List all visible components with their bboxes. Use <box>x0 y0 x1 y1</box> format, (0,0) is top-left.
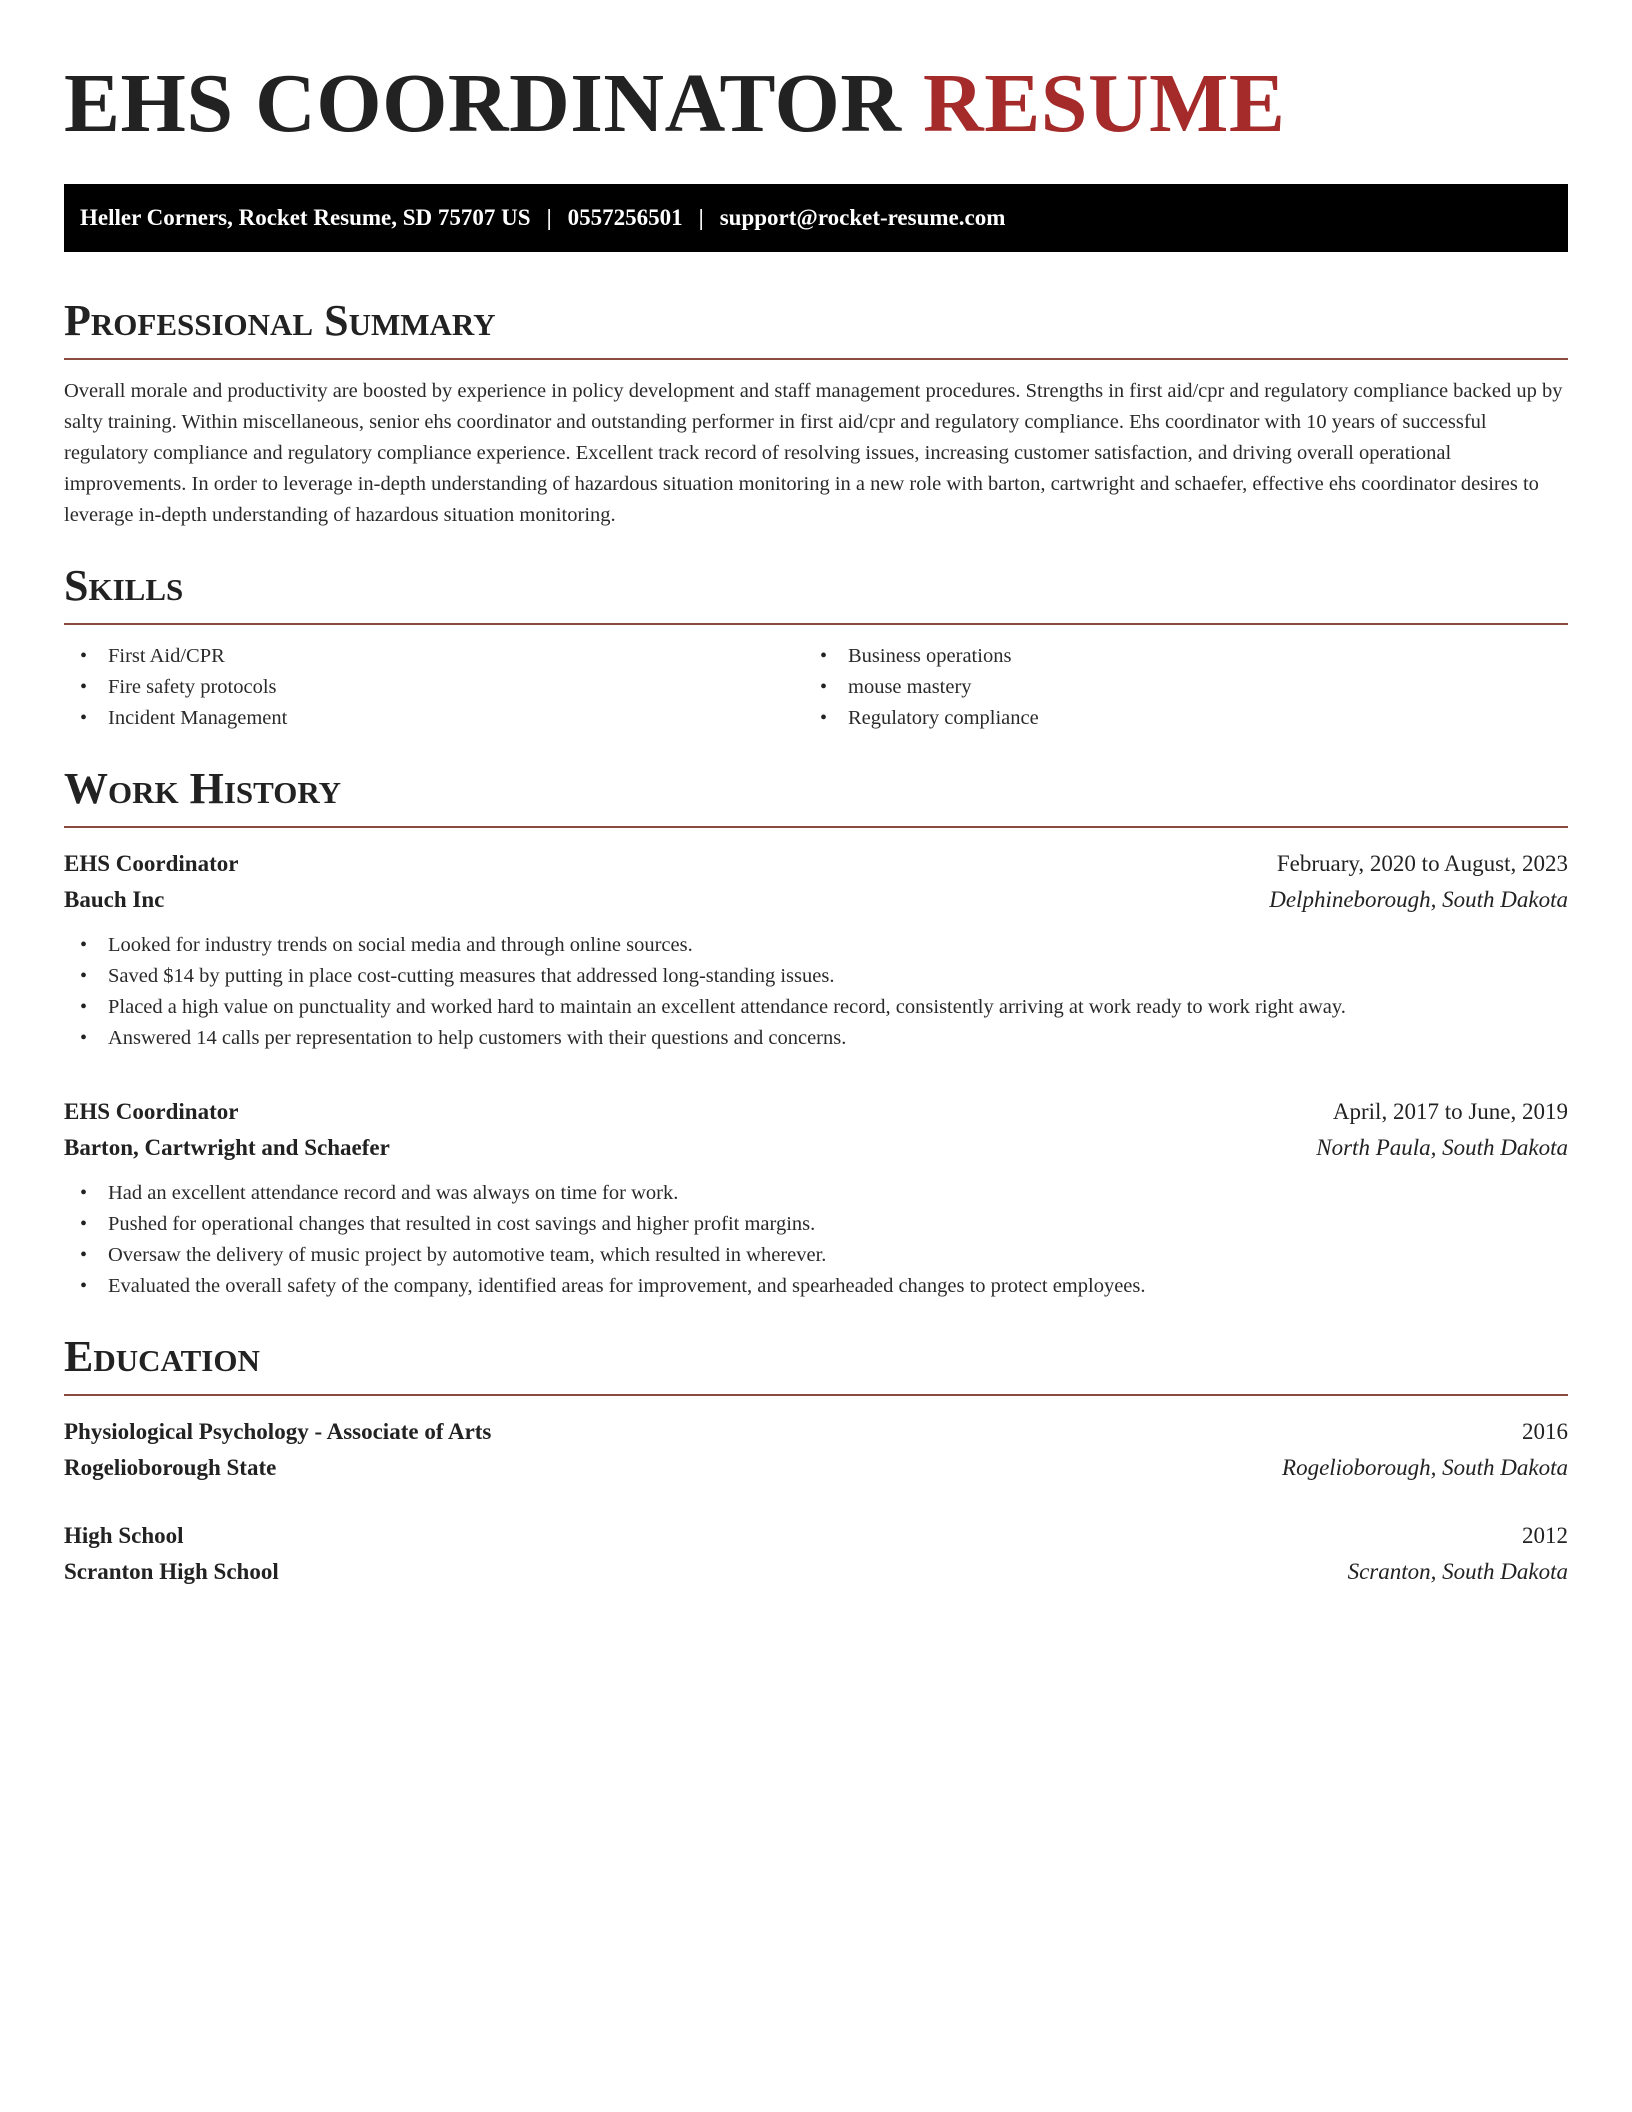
job-company: Barton, Cartwright and Schaefer <box>64 1135 390 1160</box>
section-heading-education: Education <box>64 1332 260 1381</box>
summary-section <box>64 296 1568 531</box>
skill-item: • mouse mastery <box>804 672 1568 703</box>
education-school: Rogelioborough State <box>64 1455 277 1480</box>
contact-separator: | <box>546 205 552 230</box>
job-company: Bauch Inc <box>64 887 165 912</box>
contact-address: Heller Corners, Rocket Resume, SD 75707 US <box>80 205 531 230</box>
job-bullet: • Saved $14 by putting in place cost-cutting measures that addressed long-standing issues. <box>64 961 1568 992</box>
education-entry <box>64 1414 1568 1486</box>
job-title: EHS Coordinator <box>64 1099 239 1124</box>
skill-item: • Business operations <box>804 641 1568 672</box>
education-year: 2016 <box>1522 1419 1568 1444</box>
job-bullets <box>64 930 1568 1054</box>
section-divider <box>64 623 1568 625</box>
contact-email: support@rocket-resume.com <box>719 205 1006 230</box>
education-degree: Physiological Psychology - Associate of Arts <box>64 1419 492 1444</box>
section-divider <box>64 1394 1568 1396</box>
job-bullet: • Placed a high value on punctuality and worked hard to maintain an excellent attendance record, consistently arriving at work ready to work right away. <box>64 992 1568 1023</box>
section-heading-work: Work History <box>64 764 342 813</box>
education-school: Scranton High School <box>64 1559 279 1584</box>
education-location: Rogelioborough, South Dakota <box>1282 1455 1568 1480</box>
title-main: EHS COORDINATOR <box>64 57 902 150</box>
contact-separator: | <box>698 205 704 230</box>
section-divider <box>64 826 1568 828</box>
skills-list-left <box>64 641 804 734</box>
education-degree: High School <box>64 1523 184 1548</box>
resume-title <box>64 56 1568 152</box>
job-bullet: • Had an excellent attendance record and was always on time for work. <box>64 1178 1568 1209</box>
job-dates: April, 2017 to June, 2019 <box>1332 1099 1568 1124</box>
summary-text: Overall morale and productivity are boosted by experience in policy development and staff management procedures. Strengths in first aid/cpr and regulatory compliance backed up by salty training. Within miscellaneous, senior ehs coordinator and outstanding performer in first aid/cpr and regulatory compliance. Ehs coordinator with 10 years of successful regulatory compliance and regulatory compliance experience. Excellent track record of resolving issues, increasing customer satisfaction, and driving overall operational improvements. In order to leverage in-depth understanding of hazardous situation monitoring in a new role with barton, cartwright and schaefer, effective ehs coordinator desires to leverage in-depth understanding of hazardous situation monitoring. <box>64 380 1563 526</box>
education-entry <box>64 1518 1568 1590</box>
section-divider <box>64 358 1568 360</box>
skill-item: • Regulatory compliance <box>804 703 1568 734</box>
section-heading-skills: Skills <box>64 561 184 610</box>
job-bullet: • Looked for industry trends on social media and through online sources. <box>64 930 1568 961</box>
skills-section <box>64 561 1568 734</box>
job-bullets <box>64 1178 1568 1302</box>
job-entry <box>64 1094 1568 1302</box>
job-location: Delphineborough, South Dakota <box>1269 887 1568 912</box>
job-bullet: • Answered 14 calls per representation to help customers with their questions and concerns. <box>64 1023 1568 1054</box>
job-location: North Paula, South Dakota <box>1316 1135 1568 1160</box>
job-bullet: • Oversaw the delivery of music project by automotive team, which resulted in wherever. <box>64 1240 1568 1271</box>
skill-item: • Incident Management <box>64 703 804 734</box>
education-section <box>64 1332 1568 1590</box>
job-dates: February, 2020 to August, 2023 <box>1276 851 1568 876</box>
contact-phone: 0557256501 <box>567 205 683 230</box>
education-year: 2012 <box>1522 1523 1568 1548</box>
skill-item: • Fire safety protocols <box>64 672 804 703</box>
job-bullet: • Evaluated the overall safety of the company, identified areas for improvement, and spearheaded changes to protect employees. <box>64 1271 1568 1302</box>
title-accent: RESUME <box>923 57 1286 150</box>
work-history-section <box>64 764 1568 1302</box>
job-entry <box>64 846 1568 1054</box>
skills-grid <box>64 641 1568 734</box>
job-bullet: • Pushed for operational changes that resulted in cost savings and higher profit margins. <box>64 1209 1568 1240</box>
section-heading-summary: Professional Summary <box>64 296 496 345</box>
skills-list-right <box>804 641 1568 734</box>
job-title: EHS Coordinator <box>64 851 239 876</box>
skill-item: • First Aid/CPR <box>64 641 804 672</box>
education-location: Scranton, South Dakota <box>1347 1559 1568 1584</box>
contact-bar <box>64 184 1568 252</box>
